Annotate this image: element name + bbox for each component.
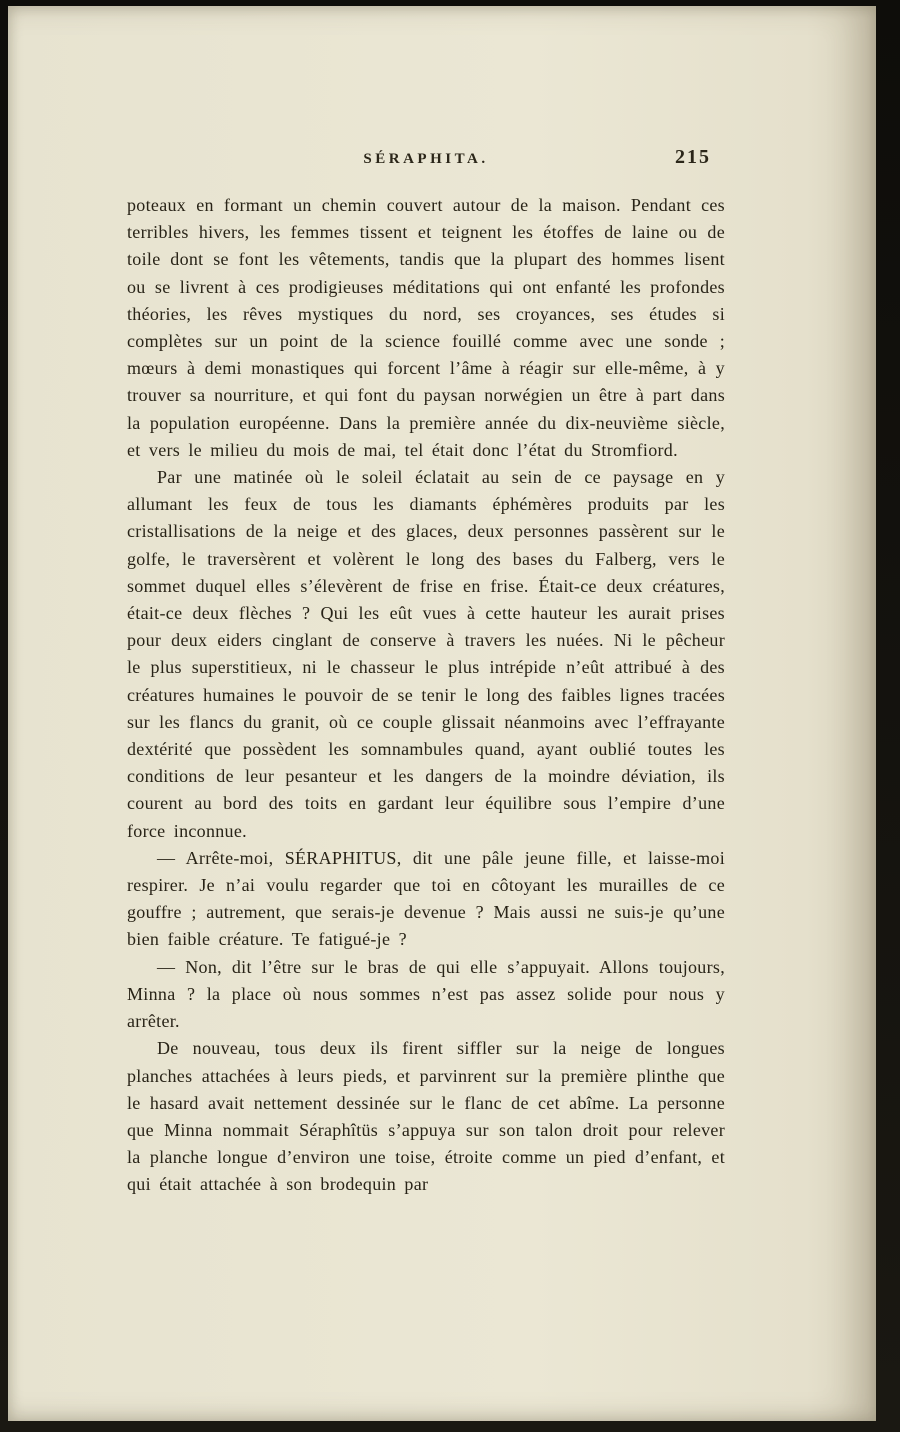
paragraph: De nouveau, tous deux ils firent siffler sur la neige de longues planches attachées à leurs pieds, et parvinrent sur la première plinthe que le hasard avait nettement dessinée sur le flanc de cet abîme. La personne que Minna nommait Séraphîtüs s’appuya sur son talon droit pour relever la planche longue d’environ une toise, étroite comme un pied d’enfant, et qui était attachée à son brodequin par <box>127 1038 725 1195</box>
book-page <box>8 6 876 1421</box>
paragraph-dialogue: — Arrête-moi, SÉRAPHITUS, dit une pâle jeune fille, et laisse-moi respirer. Je n’ai voulu regarder que toi en côtoyant les murailles de ce gouffre ; autrement, que serais-je devenue ? Mais aussi ne suis-je qu’une bien faible créature. Te fatigué-je ? <box>127 847 725 950</box>
paragraph: Par une matinée où le soleil éclatait au sein de ce paysage en y allumant les feux de tous les diamants éphémères produits par les cristallisations de la neige et des glaces, deux personnes passèrent sur le golfe, le traversèrent et volèrent le long des bases du Falberg, vers le sommet duquel elles s’élevèrent de frise en frise. Était-ce deux créatures, était-ce deux flèches ? Qui les eût vues à cette hauteur les aurait prises pour deux eiders cinglant de conserve à travers les nuées. Ni le pêcheur le plus superstitieux, ni le chasseur le plus intrépide n’eût attribué à des créatures humaines le pouvoir de se tenir le long des faibles lignes tracées sur les flancs du granit, où ce couple glissait néanmoins avec l’effrayante dextérité que possèdent les somnambules quand, ayant oublié toutes les conditions de leur pesanteur et les dangers de la moindre déviation, ils courent au bord des toits en gardant leur équilibre sous l’empire d’une force inconnue. <box>127 467 725 841</box>
page-body <box>127 192 725 1199</box>
paragraph: poteaux en formant un chemin couvert autour de la maison. Pendant ces terribles hivers, les femmes tissent et teignent les étoffes de laine ou de toile dont se font les vêtements, tandis que la plupart des hommes lisent ou se livrent à ces prodigieuses méditations qui ont enfanté les profondes théories, les rêves mystiques du nord, ses croyances, ses études si complètes sur un point de la science fouillé comme avec une sonde ; mœurs à demi monastiques qui forcent l’âme à réagir sur elle-même, à y trouver sa nourriture, et qui font du paysan norwégien un être à part dans la population européenne. Dans la première année du dix-neuvième siècle, et vers le milieu du mois de mai, tel était donc l’état du Stromfiord. <box>127 195 725 460</box>
page-number: 215 <box>675 146 711 168</box>
page-content <box>8 6 725 1199</box>
running-title: SÉRAPHITA. <box>363 151 489 167</box>
paragraph-dialogue: — Non, dit l’être sur le bras de qui elle s’appuyait. Allons toujours, Minna ? la place où nous sommes n’est pas assez solide pour nous y arrêter. <box>127 956 725 1032</box>
page-header <box>127 146 725 174</box>
